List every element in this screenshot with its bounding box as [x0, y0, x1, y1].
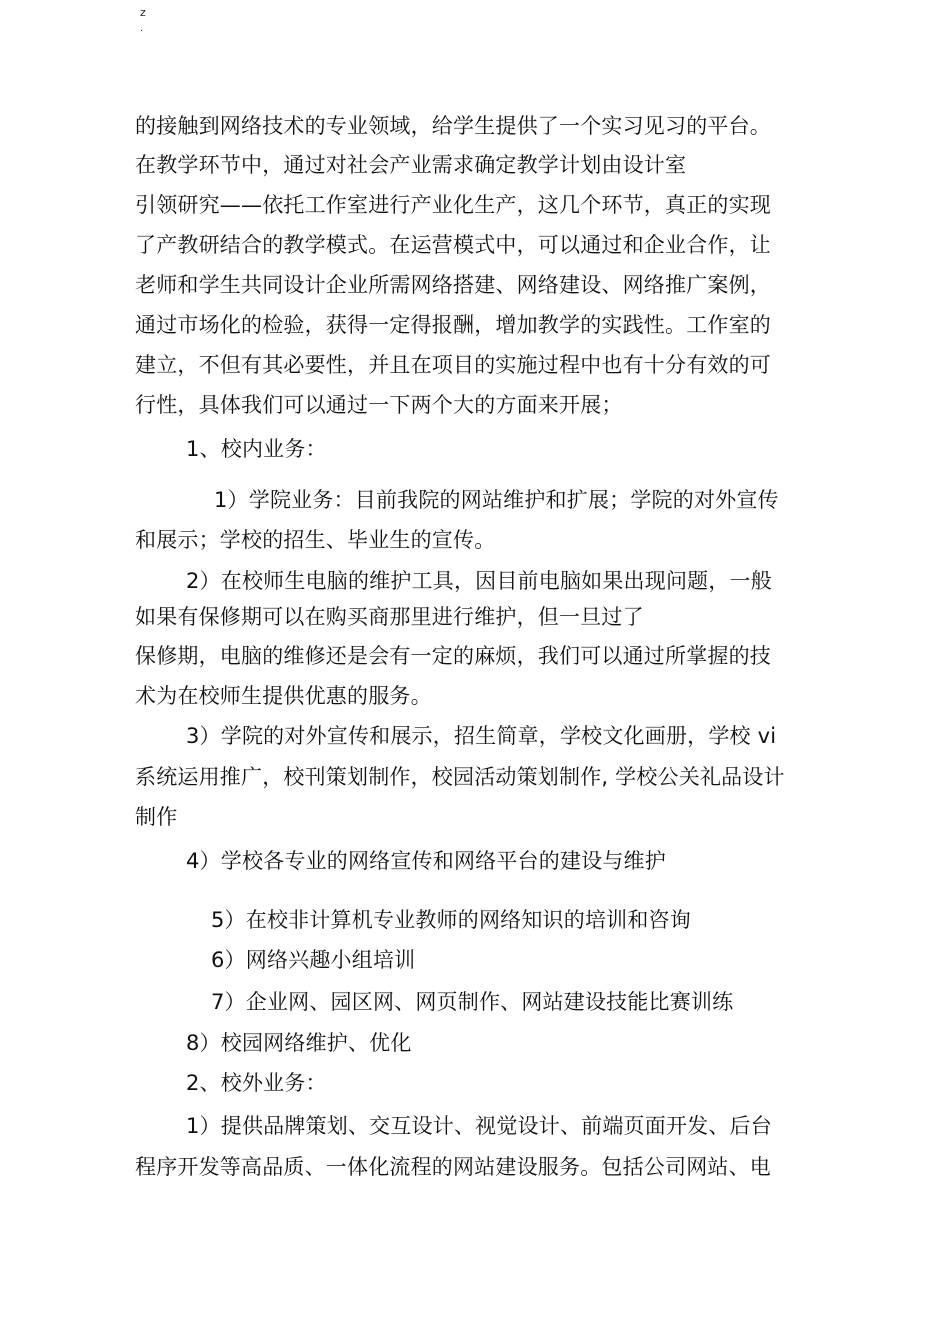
paragraph-line: 了产教研结合的教学模式。在运营模式中，可以通过和企业合作，让: [135, 233, 771, 257]
section-heading: 2、校外业务：: [186, 1071, 327, 1095]
list-item-continuation: 术为在校师生提供优惠的服务。: [135, 684, 432, 708]
list-item: 6）网络兴趣小组培训: [211, 948, 416, 972]
list-item: 1）学院业务：目前我院的网站维护和扩展；学院的对外宣传: [214, 488, 779, 512]
page-header-mark: [140, 6, 146, 34]
header-dot: .: [140, 24, 143, 34]
paragraph-line: 建立，不但有其必要性，并且在项目的实施过程中也有十分有效的可: [135, 353, 771, 377]
list-item: 8）校园网络维护、优化: [186, 1031, 412, 1055]
list-item: 2）在校师生电脑的维护工具，因目前电脑如果出现问题，一般: [186, 569, 772, 593]
paragraph-line: 老师和学生共同设计企业所需网络搭建、网络建设、网络推广案例，: [135, 273, 771, 297]
paragraph-line: 的接触到网络技术的专业领域，给学生提供了一个实习见习的平台。: [135, 114, 771, 138]
section-heading: 1、校内业务：: [186, 437, 327, 461]
list-item-continuation: 制作: [135, 805, 178, 829]
list-item: 7）企业网、园区网、网页制作、网站建设技能比赛训练: [211, 990, 734, 1014]
list-item: 4）学校各专业的网络宣传和网络平台的建设与维护: [186, 849, 666, 873]
list-item: 5）在校非计算机专业教师的网络知识的培训和咨询: [211, 908, 691, 932]
list-item-continuation: 和展示；学校的招生、毕业生的宣传。: [135, 528, 496, 552]
list-item-continuation: 如果有保修期可以在购买商那里进行维护，但一旦过了: [135, 605, 644, 629]
list-item: 1）提供品牌策划、交互设计、视觉设计、前端页面开发、后台: [186, 1114, 772, 1138]
list-item-continuation: 程序开发等高品质、一体化流程的网站建设服务。包括公司网站、电: [135, 1155, 771, 1179]
paragraph-line: 通过市场化的检验，获得一定得报酬，增加教学的实践性。工作室的: [135, 313, 771, 337]
list-item-continuation: 系统运用推广，校刊策划制作，校园活动策划制作, 学校公关礼品设计: [135, 765, 785, 789]
list-item-continuation: 保修期，电脑的维修还是会有一定的麻烦，我们可以通过所掌握的技: [135, 644, 771, 668]
header-letter: z: [140, 6, 146, 19]
paragraph-line: 在教学环节中，通过对社会产业需求确定教学计划由设计室: [135, 153, 687, 177]
paragraph-line: 行性，具体我们可以通过一下两个大的方面来开展；: [135, 393, 623, 417]
list-item: 3）学院的对外宣传和展示，招生简章，学校文化画册，学校 vi: [186, 724, 777, 748]
paragraph-line: 引领研究——依托工作室进行产业化生产，这几个环节，真正的实现: [135, 193, 771, 217]
